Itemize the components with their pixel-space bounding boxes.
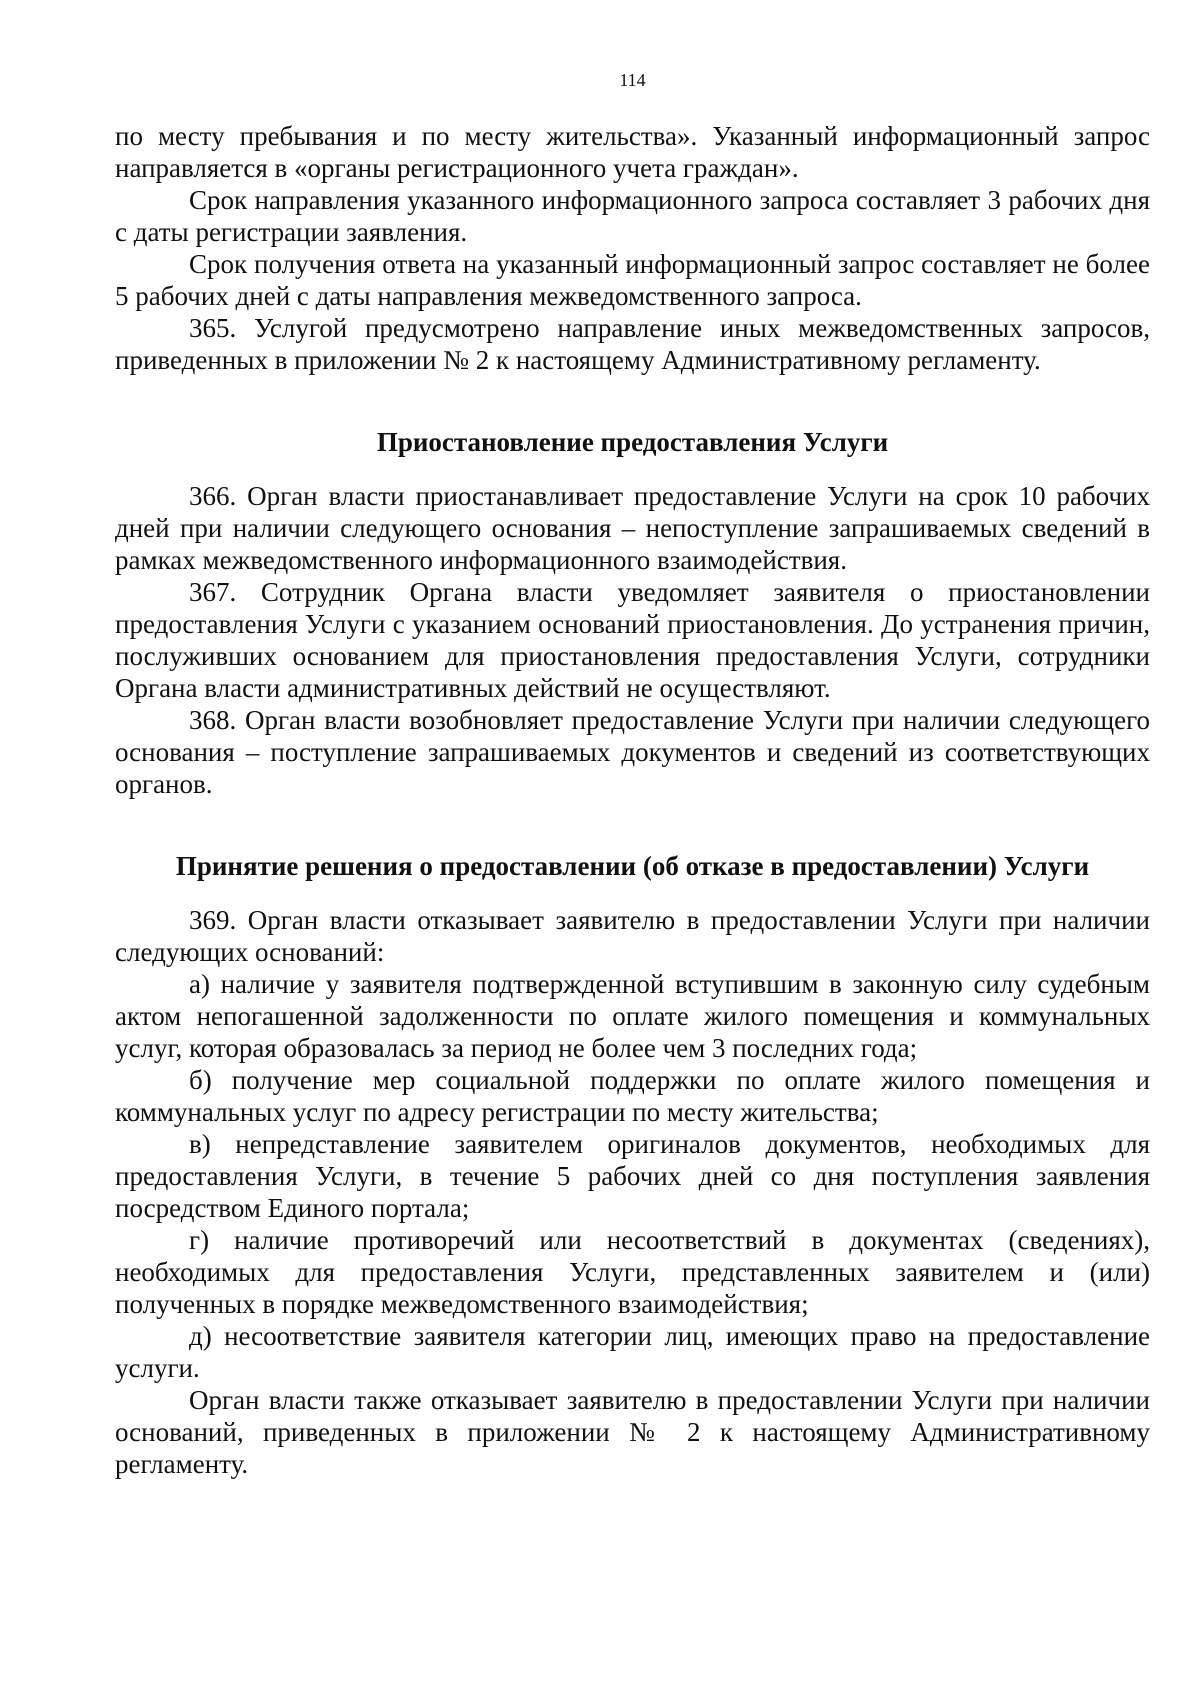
spacer [115,882,1150,904]
spacer [115,800,1150,850]
paragraph-368: 368. Орган власти возобновляет предоставление Услуги при наличии следующего основания – поступление запрашиваемых документов и сведений из соответствующих органов. [115,705,1150,799]
paragraph-369: 369. Орган власти отказывает заявителю в предоставлении Услуги при наличии следующих оснований: [115,905,1150,967]
section-heading-suspension: Приостановление предоставления Услуги [376,427,889,457]
section-heading-decision: Принятие решения о предоставлении (об отказе в предоставлении) Услуги [175,851,1090,881]
paragraph-366: 366. Орган власти приостанавливает предоставление Услуги на срок 10 рабочих дней при наличии следующего основания – непоступление запрашиваемых сведений в рамках межведомственного информационного взаимодействия. [115,481,1150,575]
spacer [115,458,1150,480]
document-body [115,120,1150,1480]
list-item-d: д) несоответствие заявителя категории лиц, имеющих право на предоставление услуги. [115,1321,1150,1383]
paragraph-365: 365. Услугой предусмотрено направление иных межведомственных запросов, приведенных в приложении № 2 к настоящему Административному регламенту. [115,313,1150,375]
spacer [115,376,1150,426]
list-item-g: г) наличие противоречий или несоответствий в документах (сведениях), необходимых для предоставления Услуги, представленных заявителем и (или) полученных в порядке межведомственного взаимодействия; [115,1225,1150,1319]
list-item-a: а) наличие у заявителя подтвержденной вступившим в законную силу судебным актом непогашенной задолженности по оплате жилого помещения и коммунальных услуг, которая образовалась за период не более чем 3 последних года; [115,969,1150,1063]
list-item-b: б) получение мер социальной поддержки по оплате жилого помещения и коммунальных услуг по адресу регистрации по месту жительства; [115,1065,1150,1127]
paragraph-continuation: по месту пребывания и по месту жительства». Указанный информационный запрос направляется в «органы регистрационного учета граждан». [115,121,1150,183]
list-item-v: в) непредставление заявителем оригиналов документов, необходимых для предоставления Услуги, в течение 5 рабочих дней со дня поступления заявления посредством Единого портала; [115,1129,1150,1223]
paragraph-additional-refusal: Орган власти также отказывает заявителю в предоставлении Услуги при наличии оснований, приведенных в приложении № 2 к настоящему Административному регламенту. [115,1385,1150,1479]
page-number: 114 [619,70,646,90]
paragraph-367: 367. Сотрудник Органа власти уведомляет заявителя о приостановлении предоставления Услуги с указанием оснований приостановления. До устранения причин, послуживших основанием для приостановления предоставления Услуги, сотрудники Органа власти административных действий не осуществляют. [115,577,1150,703]
paragraph: Срок направления указанного информационного запроса составляет 3 рабочих дня с даты регистрации заявления. [115,185,1150,247]
paragraph: Срок получения ответа на указанный информационный запрос составляет не более 5 рабочих дней с даты направления межведомственного запроса. [115,249,1150,311]
